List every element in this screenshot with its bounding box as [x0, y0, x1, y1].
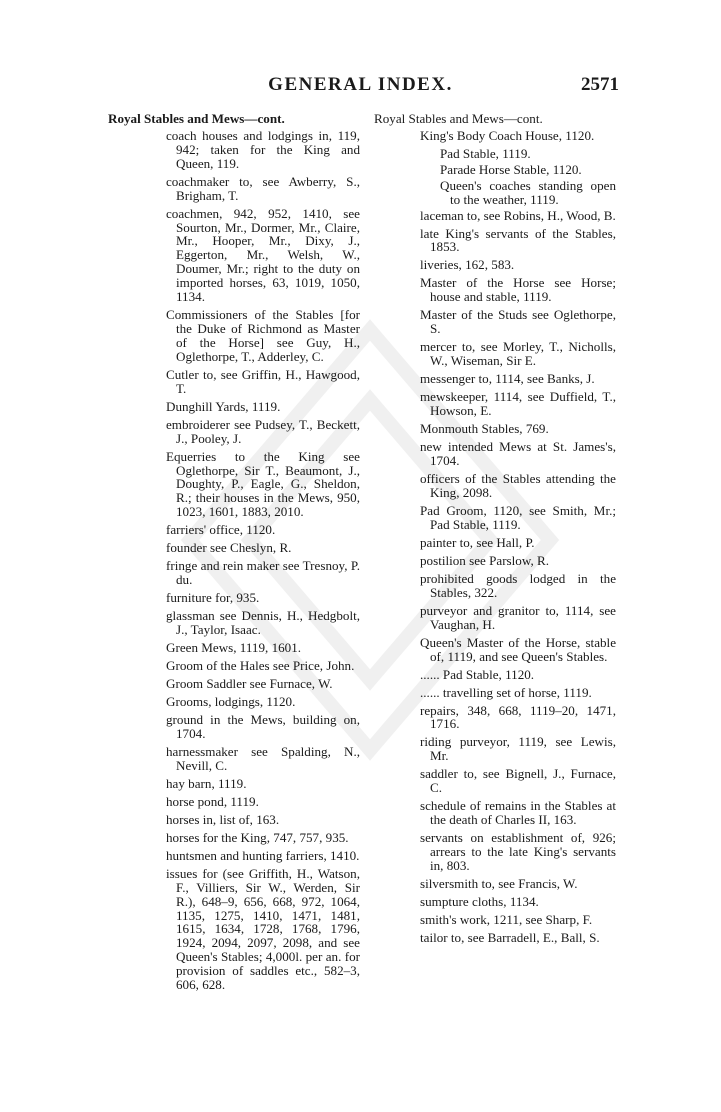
index-entry: prohibited goods lodged in the Stables, 322. [420, 570, 616, 600]
right-column-heading: Royal Stables and Mews—cont. [374, 111, 543, 126]
index-entry: servants on establishment of, 926; arrears to the late King's servants in, 803. [420, 830, 616, 873]
index-subentry: Pad Stable, 1119. [440, 145, 531, 161]
right-column [374, 112, 616, 949]
index-entry: Grooms, lodgings, 1120. [166, 694, 296, 710]
index-entry: Dunghill Yards, 1119. [166, 398, 281, 414]
index-entry: harnessmaker see Spalding, N., Nevill, C. [166, 743, 360, 773]
index-entry: Cutler to, see Griffin, H., Hawgood, T. [166, 366, 360, 396]
index-entry: huntsmen and hunting farriers, 1410. [166, 847, 360, 863]
index-entry: Groom of the Hales see Price, John. [166, 658, 355, 674]
index-entry: silversmith to, see Francis, W. [420, 875, 578, 891]
index-entry: mercer to, see Morley, T., Nicholls, W., Wiseman, Sir E. [420, 339, 616, 369]
index-entry: furniture for, 935. [166, 590, 260, 606]
index-entry: horse pond, 1119. [166, 793, 259, 809]
index-entry: Master of the Horse see Horse; house and stable, 1119. [420, 275, 616, 305]
index-entry: Queen's Master of the Horse, stable of, 1119, and see Queen's Stables. [420, 634, 616, 664]
index-entry: repairs, 348, 668, 1119–20, 1471, 1716. [420, 702, 616, 732]
index-entry: Equerries to the King see Oglethorpe, Sir T., Beaumont, J., Doughty, P., Eagle, G., Sheldon, R.; their houses in the Mews, 950, 1023, 1601, 1883, 2010. [166, 448, 360, 520]
index-entry: hay barn, 1119. [166, 775, 247, 791]
index-entry: coachmaker to, see Awberry, S., Brigham, T. [166, 173, 360, 203]
index-entry: Green Mews, 1119, 1601. [166, 640, 302, 656]
index-entry: Master of the Studs see Oglethorpe, S. [420, 307, 616, 337]
index-subentry: Parade Horse Stable, 1120. [440, 161, 582, 177]
index-entry: issues for (see Griffith, H., Watson, F., Villiers, Sir W., Werden, Sir R.), 648–9, 656, 668, 972, 1064, 1135, 1275, 1410, 1471, 1481, 1615, 1634, 1728, 1768, 1796, 1924, 2094, 2097, 2098, and see Queen's Stables; 4,000l. per an. for provision of saddles etc., 582–3, 606, 628. [166, 865, 360, 993]
index-entry: founder see Cheslyn, R. [166, 540, 292, 556]
index-entry: painter to, see Hall, P. [420, 534, 535, 550]
index-entry: postilion see Parslow, R. [420, 552, 549, 568]
left-entry-list [108, 129, 360, 992]
index-entry: new intended Mews at St. James's, 1704. [420, 439, 616, 468]
index-entry: Monmouth Stables, 769. [420, 421, 549, 437]
index-entry: King's Body Coach House, 1120. [420, 127, 595, 143]
index-entry: horses in, list of, 163. [166, 811, 280, 827]
running-title: GENERAL INDEX. [268, 74, 453, 95]
index-entry: Pad Groom, 1120, see Smith, Mr.; Pad Stable, 1119. [420, 502, 616, 532]
index-entry: tailor to, see Barradell, E., Ball, S. [420, 929, 600, 945]
index-entry: Groom Saddler see Furnace, W. [166, 676, 333, 692]
index-entry: coach houses and lodgings in, 119, 942; taken for the King and Queen, 119. [166, 127, 360, 171]
page-number: 2571 [581, 74, 619, 95]
index-entry: liveries, 162, 583. [420, 257, 515, 273]
index-entry: sumpture cloths, 1134. [420, 893, 539, 909]
index-entry: smith's work, 1211, see Sharp, F. [420, 911, 593, 927]
index-entry: mewskeeper, 1114, see Duffield, T., Howson, E. [420, 389, 616, 419]
index-entry: coachmen, 942, 952, 1410, see Sourton, Mr., Dormer, Mr., Claire, Mr., Hooper, Mr., Dixy, J., Eggerton, Mr., Welsh, W., Doumer, Mr.; right to the duty on imported horses, 63, 1019, 1050, 1134. [166, 205, 360, 305]
index-entry: ...... Pad Stable, 1120. [420, 666, 535, 682]
index-entry: embroiderer see Pudsey, T., Beckett, J., Pooley, J. [166, 416, 360, 446]
right-entry-list [374, 129, 616, 945]
index-entry: schedule of remains in the Stables at the death of Charles II, 163. [420, 798, 616, 828]
index-entry: glassman see Dennis, H., Hedgbolt, J., Taylor, Isaac. [166, 608, 360, 638]
index-entry: ...... travelling set of horse, 1119. [420, 684, 592, 700]
index-entry: purveyor and granitor to, 1114, see Vaughan, H. [420, 602, 616, 632]
index-entry: fringe and rein maker see Tresnoy, P. du. [166, 558, 360, 588]
index-entry: farriers' office, 1120. [166, 522, 276, 538]
index-entry: laceman to, see Robins, H., Wood, B. [420, 207, 616, 223]
index-entry: riding purveyor, 1119, see Lewis, Mr. [420, 734, 616, 764]
running-head [0, 74, 721, 104]
index-entry: horses for the King, 747, 757, 935. [166, 829, 349, 845]
left-column-heading: Royal Stables and Mews—cont. [108, 111, 285, 126]
index-subentry: Queen's coaches standing open to the weather, 1119. [440, 177, 616, 207]
index-entry: saddler to, see Bignell, J., Furnace, C. [420, 766, 616, 796]
index-entry: late King's servants of the Stables, 1853. [420, 225, 616, 255]
index-entry: Commissioners of the Stables [for the Duke of Richmond as Master of the Horse] see Guy, H., Oglethorpe, T., Adderley, C. [166, 307, 360, 364]
index-entry: officers of the Stables attending the King, 2098. [420, 470, 616, 500]
index-entry: ground in the Mews, building on, 1704. [166, 712, 360, 741]
index-entry: messenger to, 1114, see Banks, J. [420, 371, 595, 387]
left-column [108, 112, 360, 996]
